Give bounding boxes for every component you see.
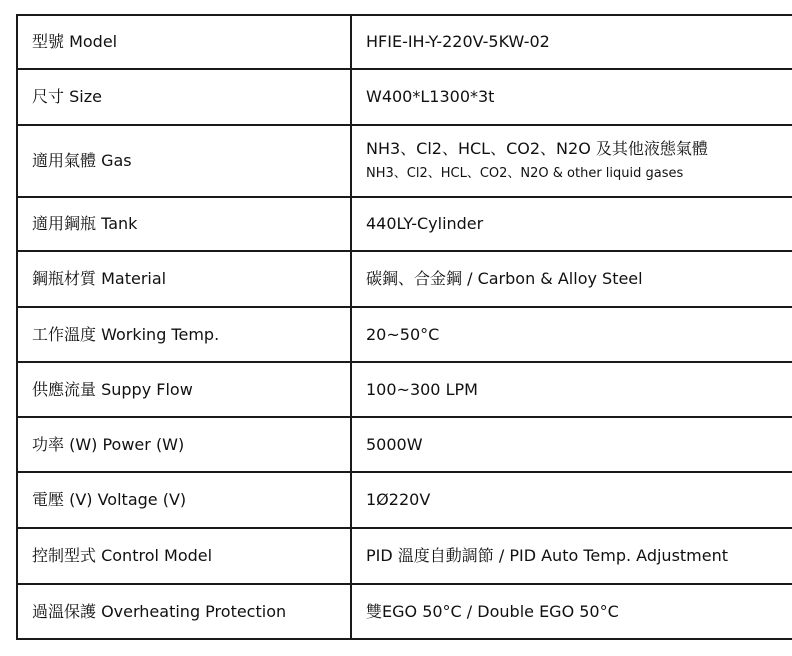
spec-value-gas-sub: NH3、Cl2、HCL、CO2、N2O & other liquid gases — [366, 166, 684, 182]
spec-value-overheating: 雙EGO 50°C / Double EGO 50°C — [351, 584, 792, 639]
spec-label-gas: 適用氣體 Gas — [17, 125, 351, 197]
table-row — [17, 472, 792, 528]
spec-value-gas — [351, 125, 792, 197]
spec-label-supply-flow: 供應流量 Suppy Flow — [17, 362, 351, 417]
spec-value-size: W400*L1300*3t — [351, 69, 792, 125]
spec-value-voltage: 1Ø220V — [351, 472, 792, 528]
spec-label-control-model: 控制型式 Control Model — [17, 528, 351, 584]
spec-value-gas-main: NH3、Cl2、HCL、CO2、N2O 及其他液態氣體 — [366, 139, 708, 159]
spec-label-size: 尺寸 Size — [17, 69, 351, 125]
spec-value-material: 碳鋼、合金鋼 / Carbon & Alloy Steel — [351, 251, 792, 307]
spec-label-overheating: 過溫保護 Overheating Protection — [17, 584, 351, 639]
spec-value-supply-flow: 100~300 LPM — [351, 362, 792, 417]
spec-value-model: HFIE-IH-Y-220V-5KW-02 — [351, 15, 792, 69]
table-row — [17, 125, 792, 197]
table-row — [17, 528, 792, 584]
spec-label-model: 型號 Model — [17, 15, 351, 69]
spec-value-control-model: PID 溫度自動調節 / PID Auto Temp. Adjustment — [351, 528, 792, 584]
table-row — [17, 197, 792, 251]
spec-value-working-temp: 20~50°C — [351, 307, 792, 362]
spec-label-working-temp: 工作溫度 Working Temp. — [17, 307, 351, 362]
spec-table — [16, 14, 792, 640]
spec-label-power: 功率 (W) Power (W) — [17, 417, 351, 472]
table-row — [17, 417, 792, 472]
table-row — [17, 362, 792, 417]
table-row — [17, 15, 792, 69]
table-row — [17, 251, 792, 307]
spec-label-material: 鋼瓶材質 Material — [17, 251, 351, 307]
spec-label-tank: 適用鋼瓶 Tank — [17, 197, 351, 251]
spec-value-power: 5000W — [351, 417, 792, 472]
spec-value-tank: 440LY-Cylinder — [351, 197, 792, 251]
table-row — [17, 69, 792, 125]
table-row — [17, 307, 792, 362]
spec-label-voltage: 電壓 (V) Voltage (V) — [17, 472, 351, 528]
table-row — [17, 584, 792, 639]
